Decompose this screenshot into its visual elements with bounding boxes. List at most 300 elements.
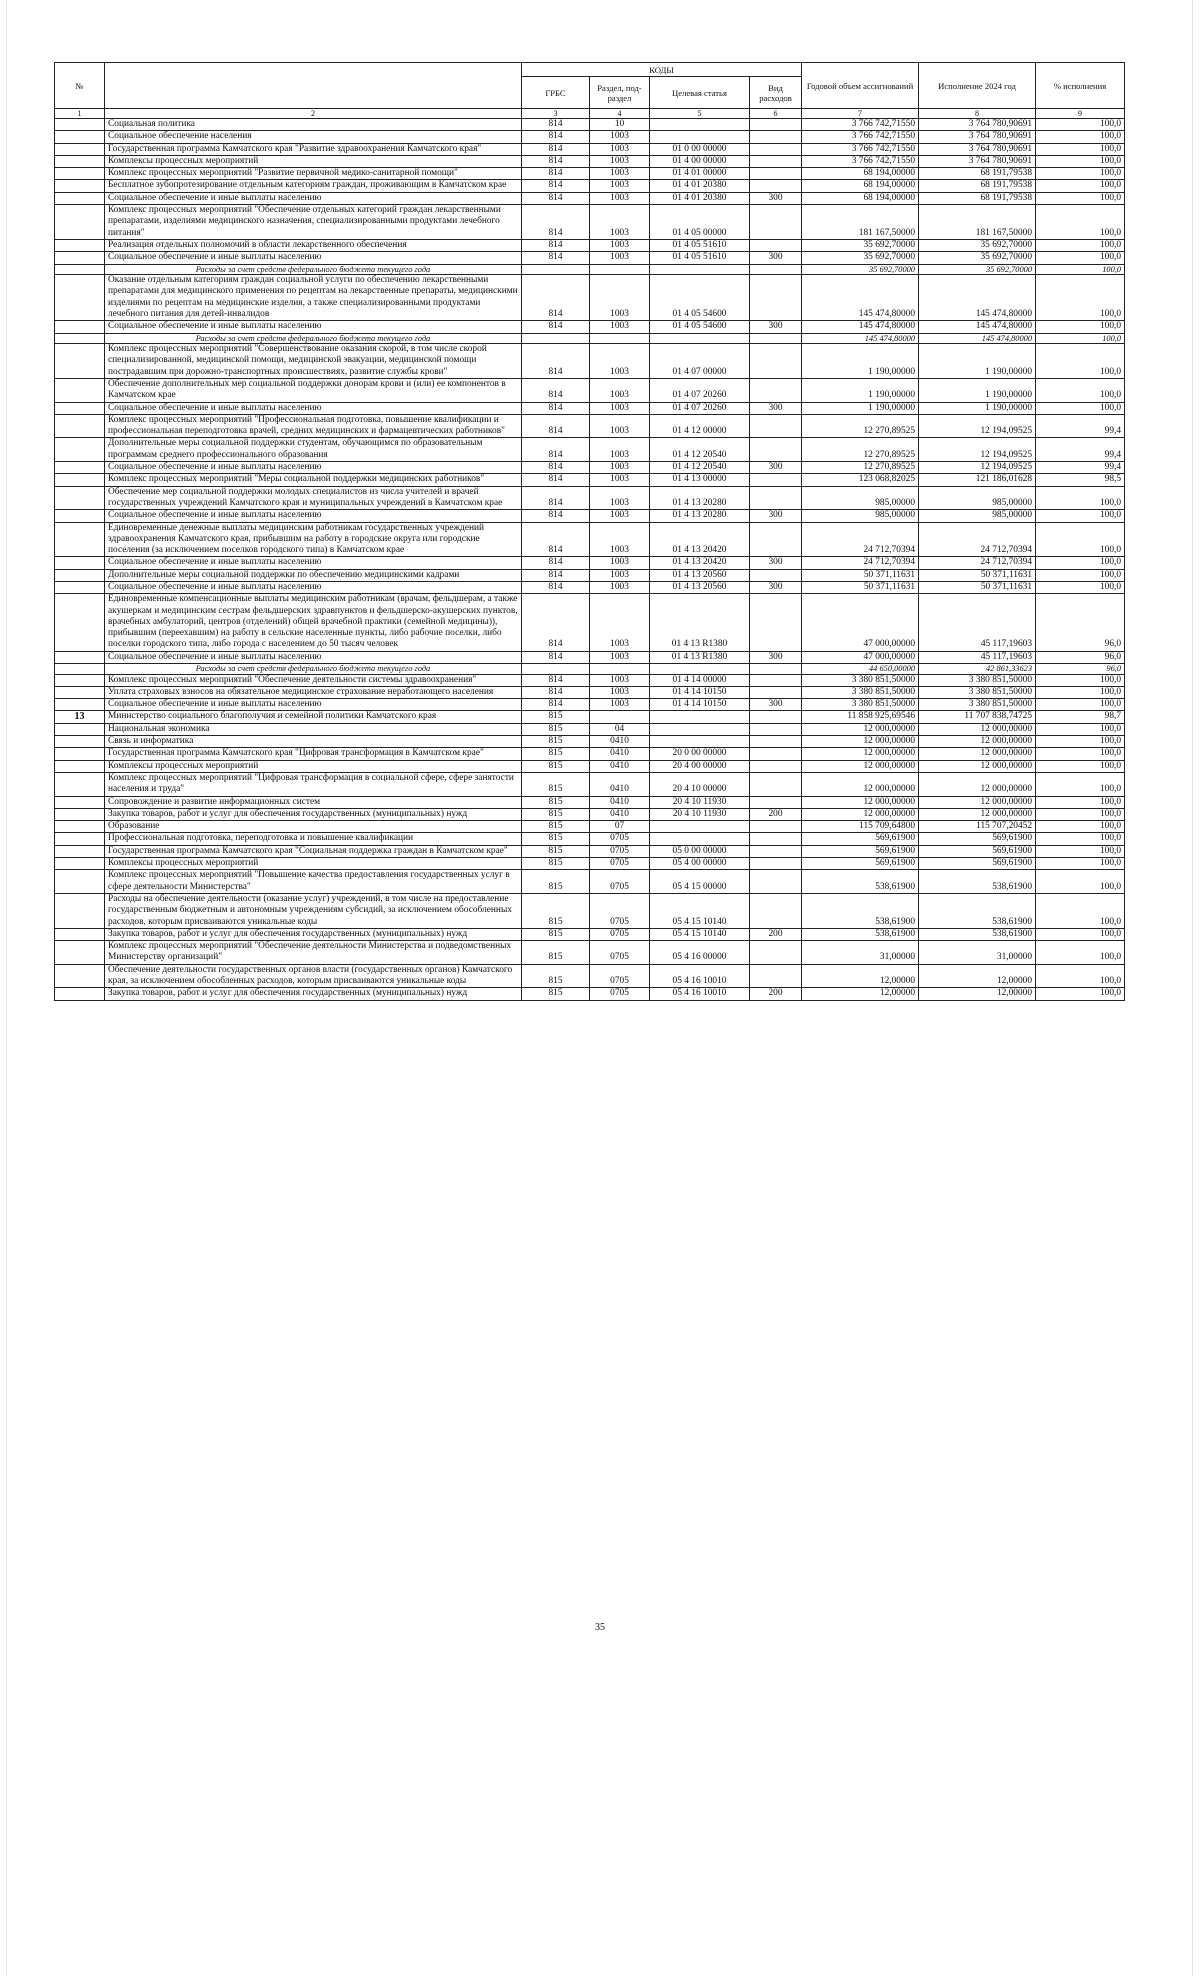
row-number: [55, 833, 105, 845]
row-grbs: 814: [522, 402, 590, 414]
row-name: Единовременные денежные выплаты медицинским работникам государственных учреждений здравоохранения Камчатского края, прибывшим на работу в городские округа или городские поселения (за исключением поселков городского типа) в Камчатском крае: [105, 522, 522, 557]
row-number: [55, 438, 105, 462]
row-execution-amount: 1 190,00000: [919, 378, 1036, 402]
row-expense-type: [750, 964, 802, 988]
row-section: 0705: [590, 964, 650, 988]
row-target-article: [650, 711, 750, 723]
col-number: 2: [105, 109, 522, 119]
row-name: Закупка товаров, работ и услуг для обеспечения государственных (муниципальных) нужд: [105, 808, 522, 820]
row-execution-amount: 3 380 851,50000: [919, 699, 1036, 711]
row-annual-amount: 145 474,80000: [802, 275, 919, 321]
row-grbs: 815: [522, 988, 590, 1000]
row-expense-type: [750, 711, 802, 723]
row-target-article: 05 4 00 00000: [650, 858, 750, 870]
row-target-article: 01 4 07 20260: [650, 378, 750, 402]
table-row: [55, 988, 1125, 1000]
row-number: [55, 486, 105, 510]
row-annual-amount: 12 000,00000: [802, 723, 919, 735]
federal-budget-note-row: [55, 664, 1125, 675]
table-header: [55, 63, 1125, 119]
row-expense-type: [750, 180, 802, 192]
table-row: [55, 252, 1125, 264]
table-row: [55, 796, 1125, 808]
row-expense-type: 300: [750, 557, 802, 569]
row-target-article: 01 4 01 00000: [650, 168, 750, 180]
row-target-article: [650, 821, 750, 833]
row-grbs: 815: [522, 833, 590, 845]
row-expense-type: [750, 870, 802, 894]
row-section: 1003: [590, 557, 650, 569]
col-number: 4: [590, 109, 650, 119]
table-row: [55, 651, 1125, 663]
row-number: [55, 723, 105, 735]
row-target-article: 01 4 13 R1380: [650, 651, 750, 663]
row-execution-amount: 1 190,00000: [919, 344, 1036, 379]
row-name: Расходы за счет средств федерального бюджета текущего года: [105, 664, 522, 675]
row-number: [55, 964, 105, 988]
row-name: Дополнительные меры социальной поддержки по обеспечению медицинскими кадрами: [105, 569, 522, 581]
row-name: Профессиональная подготовка, переподготовка и повышение квалификации: [105, 833, 522, 845]
table-row: [55, 711, 1125, 723]
row-name: Министерство социального благополучия и семейной политики Камчатского края: [105, 711, 522, 723]
row-annual-amount: 68 194,00000: [802, 192, 919, 204]
row-name: Единовременные компенсационные выплаты медицинским работникам (врачам, фельдшерам, а также акушеркам и медицинским сестрам фельдшерских здравпунктов и фельдшерско-акушерских пунктов, врачебных амбулаторий, центров (отделений) общей врачебной практики (семейной медицины)), прибывшим (переехавшим) на работу в сельские населенные пункты, либо рабочие поселки, либо поселки городского типа, либо города с населением до 50 тысяч человек: [105, 594, 522, 651]
row-grbs: 815: [522, 723, 590, 735]
row-execution-percent: 98,7: [1036, 711, 1125, 723]
row-execution-amount: 985,00000: [919, 486, 1036, 510]
page-left-edge: [6, 0, 7, 1976]
row-execution-amount: 68 191,79538: [919, 192, 1036, 204]
row-name: Закупка товаров, работ и услуг для обеспечения государственных (муниципальных) нужд: [105, 928, 522, 940]
row-number: [55, 333, 105, 344]
row-name: Реализация отдельных полномочий в области лекарственного обеспечения: [105, 239, 522, 251]
row-section: 1003: [590, 594, 650, 651]
row-execution-amount: 12 000,00000: [919, 808, 1036, 820]
row-target-article: 01 4 13 20420: [650, 522, 750, 557]
row-execution-amount: 11 707 838,74725: [919, 711, 1036, 723]
row-section: 0410: [590, 808, 650, 820]
row-number: [55, 870, 105, 894]
row-name: Комплекс процессных мероприятий "Развитие первичной медико-санитарной помощи": [105, 168, 522, 180]
row-execution-percent: 100,0: [1036, 569, 1125, 581]
row-annual-amount: 1 190,00000: [802, 402, 919, 414]
row-grbs: 814: [522, 344, 590, 379]
table-row: [55, 192, 1125, 204]
row-execution-amount: 3 764 780,90691: [919, 119, 1036, 131]
table-row: [55, 486, 1125, 510]
table-row: [55, 522, 1125, 557]
table-row: [55, 748, 1125, 760]
row-annual-amount: 538,61900: [802, 870, 919, 894]
table-row: [55, 474, 1125, 486]
row-number: [55, 772, 105, 796]
row-execution-percent: 100,0: [1036, 686, 1125, 698]
header-grbs: ГРБС: [522, 77, 590, 109]
row-target-article: 01 4 05 54600: [650, 321, 750, 333]
row-grbs: 815: [522, 858, 590, 870]
table-body: [55, 119, 1125, 1001]
row-execution-amount: 45 117,19603: [919, 594, 1036, 651]
row-execution-amount: 3 380 851,50000: [919, 686, 1036, 698]
row-execution-percent: 98,5: [1036, 474, 1125, 486]
row-expense-type: [750, 941, 802, 965]
row-section: 0705: [590, 988, 650, 1000]
row-number: [55, 344, 105, 379]
row-expense-type: [750, 748, 802, 760]
row-annual-amount: 12 000,00000: [802, 760, 919, 772]
row-grbs: 815: [522, 941, 590, 965]
federal-budget-note-row: [55, 264, 1125, 275]
row-target-article: 01 4 14 10150: [650, 686, 750, 698]
row-target-article: 20 4 00 00000: [650, 760, 750, 772]
row-expense-type: [750, 119, 802, 131]
row-target-article: 01 4 13 20280: [650, 510, 750, 522]
table-row: [55, 760, 1125, 772]
row-execution-percent: 100,0: [1036, 808, 1125, 820]
row-target-article: 01 4 13 00000: [650, 474, 750, 486]
row-section: 1003: [590, 569, 650, 581]
col-number: 7: [802, 109, 919, 119]
row-name: Социальная политика: [105, 119, 522, 131]
row-expense-type: [750, 344, 802, 379]
row-number: [55, 414, 105, 438]
row-section: 10: [590, 119, 650, 131]
row-grbs: 814: [522, 581, 590, 593]
row-execution-percent: 100,0: [1036, 486, 1125, 510]
row-target-article: 01 4 07 00000: [650, 344, 750, 379]
row-annual-amount: 11 858 925,69546: [802, 711, 919, 723]
row-annual-amount: 12 000,00000: [802, 748, 919, 760]
row-grbs: 814: [522, 155, 590, 167]
table-row: [55, 321, 1125, 333]
row-execution-percent: 100,0: [1036, 131, 1125, 143]
row-section: 04: [590, 723, 650, 735]
row-expense-type: [750, 772, 802, 796]
table-row: [55, 131, 1125, 143]
row-execution-percent: 99,4: [1036, 414, 1125, 438]
row-execution-percent: 100,0: [1036, 928, 1125, 940]
row-annual-amount: 12,00000: [802, 988, 919, 1000]
row-execution-percent: 100,0: [1036, 796, 1125, 808]
row-annual-amount: 569,61900: [802, 858, 919, 870]
row-expense-type: 300: [750, 321, 802, 333]
row-target-article: [650, 131, 750, 143]
row-grbs: 815: [522, 772, 590, 796]
table-row: [55, 928, 1125, 940]
row-section: 0705: [590, 893, 650, 928]
col-number: 8: [919, 109, 1036, 119]
row-target-article: 01 4 13 20420: [650, 557, 750, 569]
row-name: Государственная программа Камчатского края "Цифровая трансформация в Камчатском крае": [105, 748, 522, 760]
row-annual-amount: 35 692,70000: [802, 252, 919, 264]
col-number: 5: [650, 109, 750, 119]
row-execution-percent: 100,0: [1036, 964, 1125, 988]
row-target-article: 01 4 13 R1380: [650, 594, 750, 651]
row-number: [55, 686, 105, 698]
row-execution-amount: 12 000,00000: [919, 748, 1036, 760]
row-section: 1003: [590, 378, 650, 402]
row-annual-amount: 31,00000: [802, 941, 919, 965]
table-row: [55, 438, 1125, 462]
page-right-edge: [1192, 0, 1193, 1976]
row-number: [55, 143, 105, 155]
row-expense-type: [750, 414, 802, 438]
row-name: Комплекс процессных мероприятий "Обеспечение деятельности системы здравоохранения": [105, 674, 522, 686]
row-annual-amount: 12 000,00000: [802, 772, 919, 796]
row-execution-percent: 100,0: [1036, 239, 1125, 251]
row-expense-type: [750, 893, 802, 928]
row-name: Комплексы процессных мероприятий: [105, 858, 522, 870]
row-annual-amount: 1 190,00000: [802, 344, 919, 379]
row-name: Социальное обеспечение и иные выплаты населению: [105, 252, 522, 264]
row-section: 1003: [590, 581, 650, 593]
row-expense-type: [750, 264, 802, 275]
row-execution-percent: 100,0: [1036, 143, 1125, 155]
row-grbs: 815: [522, 893, 590, 928]
row-execution-amount: 3 764 780,90691: [919, 155, 1036, 167]
row-name: Обеспечение деятельности государственных органов власти (государственных органов) Камчатского края, за исключением обособленных расходов, которым присваиваются уникальные коды: [105, 964, 522, 988]
row-name: Комплексы процессных мероприятий: [105, 760, 522, 772]
row-grbs: 815: [522, 928, 590, 940]
row-number: [55, 796, 105, 808]
row-annual-amount: 538,61900: [802, 928, 919, 940]
row-expense-type: [750, 474, 802, 486]
table-row: [55, 557, 1125, 569]
row-execution-percent: 100,0: [1036, 760, 1125, 772]
row-execution-amount: 31,00000: [919, 941, 1036, 965]
row-number: [55, 239, 105, 251]
row-execution-amount: 68 191,79538: [919, 180, 1036, 192]
row-expense-type: [750, 239, 802, 251]
row-grbs: 814: [522, 180, 590, 192]
table-row: [55, 808, 1125, 820]
row-section: 1003: [590, 180, 650, 192]
row-grbs: 815: [522, 796, 590, 808]
row-expense-type: [750, 569, 802, 581]
row-target-article: 01 4 12 20540: [650, 462, 750, 474]
row-number: [55, 845, 105, 857]
row-number: [55, 462, 105, 474]
row-execution-percent: 100,0: [1036, 378, 1125, 402]
table-row: [55, 964, 1125, 988]
row-expense-type: 300: [750, 462, 802, 474]
row-name: Комплекс процессных мероприятий "Обеспечение отдельных категорий граждан лекарственными препаратами, изделиями медицинского назначения, специализированными продуктами лечебного питания": [105, 205, 522, 240]
row-annual-amount: 181 167,50000: [802, 205, 919, 240]
row-annual-amount: 50 371,11631: [802, 581, 919, 593]
row-annual-amount: 50 371,11631: [802, 569, 919, 581]
row-expense-type: 300: [750, 402, 802, 414]
row-grbs: 814: [522, 275, 590, 321]
table-row: [55, 941, 1125, 965]
row-grbs: 814: [522, 438, 590, 462]
row-annual-amount: 68 194,00000: [802, 180, 919, 192]
row-number: [55, 131, 105, 143]
row-execution-percent: 100,0: [1036, 344, 1125, 379]
row-grbs: 814: [522, 205, 590, 240]
row-execution-percent: 100,0: [1036, 736, 1125, 748]
row-annual-amount: 12 270,89525: [802, 414, 919, 438]
row-number: [55, 569, 105, 581]
table-row: [55, 119, 1125, 131]
row-target-article: 05 4 15 10140: [650, 928, 750, 940]
row-section: 1003: [590, 252, 650, 264]
row-execution-amount: 569,61900: [919, 845, 1036, 857]
header-name: [105, 63, 522, 109]
row-annual-amount: 44 650,00000: [802, 664, 919, 675]
row-target-article: [650, 664, 750, 675]
row-section: 0705: [590, 941, 650, 965]
row-grbs: 815: [522, 748, 590, 760]
row-execution-percent: 100,0: [1036, 723, 1125, 735]
row-section: 0705: [590, 833, 650, 845]
col-number: 3: [522, 109, 590, 119]
table-row: [55, 205, 1125, 240]
row-name: Закупка товаров, работ и услуг для обеспечения государственных (муниципальных) нужд: [105, 988, 522, 1000]
row-number: 13: [55, 711, 105, 723]
row-execution-amount: 145 474,80000: [919, 275, 1036, 321]
row-section: 1003: [590, 344, 650, 379]
row-grbs: 814: [522, 569, 590, 581]
table-row: [55, 344, 1125, 379]
row-expense-type: [750, 664, 802, 675]
table-row: [55, 155, 1125, 167]
header-target: Целевая статья: [650, 77, 750, 109]
row-section: 1003: [590, 474, 650, 486]
row-execution-amount: 24 712,70394: [919, 522, 1036, 557]
row-expense-type: [750, 131, 802, 143]
row-annual-amount: 115 709,64800: [802, 821, 919, 833]
row-target-article: 05 4 15 00000: [650, 870, 750, 894]
table-row: [55, 378, 1125, 402]
row-expense-type: 300: [750, 581, 802, 593]
row-execution-amount: 538,61900: [919, 870, 1036, 894]
row-annual-amount: 35 692,70000: [802, 264, 919, 275]
row-execution-amount: 12 000,00000: [919, 723, 1036, 735]
row-execution-amount: 12 194,09525: [919, 462, 1036, 474]
row-section: 1003: [590, 321, 650, 333]
row-execution-percent: 100,0: [1036, 155, 1125, 167]
row-execution-percent: 96,0: [1036, 594, 1125, 651]
row-execution-percent: 100,0: [1036, 205, 1125, 240]
row-name: Расходы за счет средств федерального бюджета текущего года: [105, 333, 522, 344]
row-section: 1003: [590, 522, 650, 557]
row-name: Социальное обеспечение и иные выплаты населению: [105, 321, 522, 333]
row-expense-type: [750, 833, 802, 845]
row-target-article: 01 0 00 00000: [650, 143, 750, 155]
row-name: Связь и информатика: [105, 736, 522, 748]
row-expense-type: [750, 845, 802, 857]
row-execution-amount: 121 186,01628: [919, 474, 1036, 486]
col-number: 6: [750, 109, 802, 119]
row-section: [590, 711, 650, 723]
row-number: [55, 594, 105, 651]
row-grbs: 814: [522, 321, 590, 333]
row-expense-type: [750, 378, 802, 402]
table-row: [55, 168, 1125, 180]
budget-table-section: [54, 62, 1124, 1001]
row-execution-amount: 3 764 780,90691: [919, 143, 1036, 155]
row-execution-amount: 12 194,09525: [919, 438, 1036, 462]
row-target-article: 01 4 05 51610: [650, 239, 750, 251]
row-section: 1003: [590, 143, 650, 155]
row-number: [55, 378, 105, 402]
row-grbs: 815: [522, 964, 590, 988]
row-expense-type: 200: [750, 988, 802, 1000]
row-execution-percent: 100,0: [1036, 180, 1125, 192]
row-expense-type: [750, 821, 802, 833]
row-annual-amount: 3 766 742,71550: [802, 119, 919, 131]
row-section: 1003: [590, 486, 650, 510]
row-expense-type: [750, 205, 802, 240]
row-expense-type: [750, 143, 802, 155]
row-execution-percent: 100,0: [1036, 821, 1125, 833]
row-expense-type: [750, 486, 802, 510]
row-execution-amount: 50 371,11631: [919, 581, 1036, 593]
row-expense-type: [750, 686, 802, 698]
row-section: 1003: [590, 275, 650, 321]
row-section: 1003: [590, 674, 650, 686]
row-execution-percent: 100,0: [1036, 321, 1125, 333]
row-execution-amount: 145 474,80000: [919, 321, 1036, 333]
row-target-article: 01 4 00 00000: [650, 155, 750, 167]
row-execution-percent: 99,4: [1036, 438, 1125, 462]
row-execution-percent: 96,0: [1036, 651, 1125, 663]
row-expense-type: [750, 438, 802, 462]
row-annual-amount: 35 692,70000: [802, 239, 919, 251]
row-target-article: 20 4 10 00000: [650, 772, 750, 796]
row-annual-amount: 145 474,80000: [802, 333, 919, 344]
table-row: [55, 833, 1125, 845]
row-annual-amount: 24 712,70394: [802, 557, 919, 569]
row-execution-amount: 12 000,00000: [919, 760, 1036, 772]
row-name: Социальное обеспечение и иные выплаты населению: [105, 699, 522, 711]
row-name: Национальная экономика: [105, 723, 522, 735]
row-grbs: 814: [522, 522, 590, 557]
row-grbs: 815: [522, 821, 590, 833]
row-target-article: 01 4 12 20540: [650, 438, 750, 462]
table-row: [55, 239, 1125, 251]
table-row: [55, 180, 1125, 192]
row-execution-amount: 538,61900: [919, 928, 1036, 940]
row-annual-amount: 12 000,00000: [802, 796, 919, 808]
row-execution-amount: 12,00000: [919, 964, 1036, 988]
row-grbs: 814: [522, 131, 590, 143]
table-row: [55, 510, 1125, 522]
row-number: [55, 674, 105, 686]
row-execution-percent: 100,0: [1036, 252, 1125, 264]
row-section: 0410: [590, 796, 650, 808]
row-name: Бесплатное зубопротезирование отдельным категориям граждан, проживающим в Камчатском крае: [105, 180, 522, 192]
table-row: [55, 143, 1125, 155]
row-number: [55, 699, 105, 711]
row-number: [55, 760, 105, 772]
federal-budget-note-row: [55, 333, 1125, 344]
row-number: [55, 402, 105, 414]
row-section: 1003: [590, 131, 650, 143]
row-section: 0705: [590, 858, 650, 870]
row-grbs: 814: [522, 168, 590, 180]
row-target-article: 01 4 05 51610: [650, 252, 750, 264]
row-target-article: 01 4 13 20560: [650, 569, 750, 581]
row-grbs: 814: [522, 239, 590, 251]
row-name: Комплексы процессных мероприятий: [105, 155, 522, 167]
row-number: [55, 522, 105, 557]
row-execution-amount: 181 167,50000: [919, 205, 1036, 240]
row-name: Сопровождение и развитие информационных систем: [105, 796, 522, 808]
row-execution-amount: 145 474,80000: [919, 333, 1036, 344]
row-target-article: 01 4 01 20380: [650, 180, 750, 192]
row-execution-amount: 68 191,79538: [919, 168, 1036, 180]
